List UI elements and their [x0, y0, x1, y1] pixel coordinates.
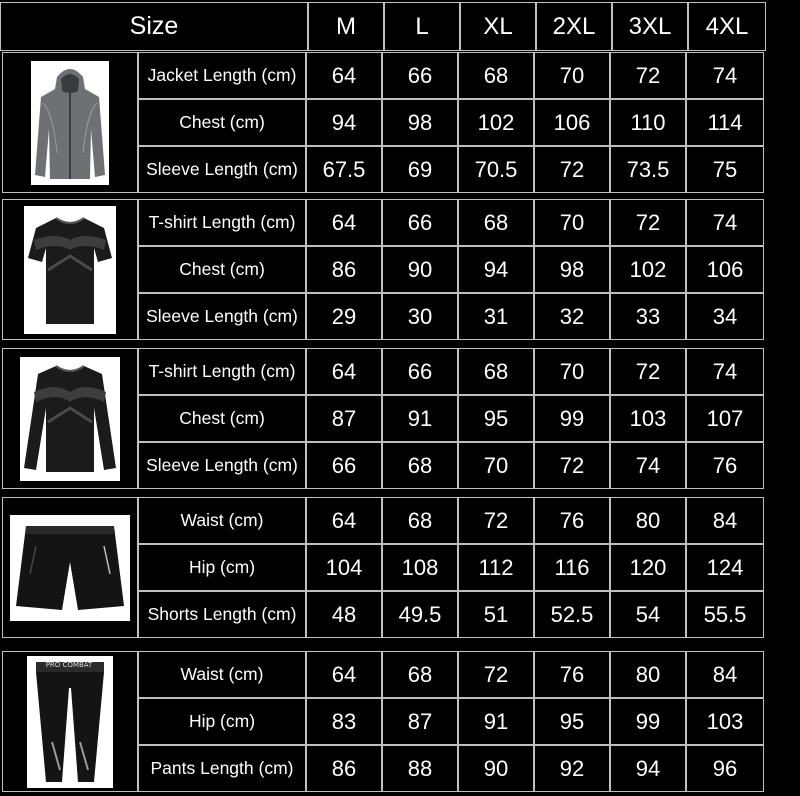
size-header-m: M [308, 2, 384, 51]
measurement-label: T-shirt Length (cm) [138, 348, 306, 395]
measurement-value-2xl: 76 [534, 651, 610, 698]
measurement-value-xl: 90 [458, 745, 534, 792]
measurement-value-3xl: 74 [610, 442, 686, 489]
compression-pants-icon [27, 656, 113, 788]
measurement-value-l: 66 [382, 348, 458, 395]
shorts-image-cell [2, 497, 138, 638]
measurement-value-xl: 95 [458, 395, 534, 442]
jacket-row-2 [138, 99, 764, 146]
jacket-rows [138, 52, 764, 193]
measurement-value-xl: 72 [458, 497, 534, 544]
measurement-value-2xl: 72 [534, 146, 610, 193]
measurement-value-3xl: 99 [610, 698, 686, 745]
pants-rows [138, 651, 764, 792]
measurement-value-xl: 102 [458, 99, 534, 146]
pants-row-1 [138, 651, 764, 698]
measurement-value-2xl: 70 [534, 199, 610, 246]
short-sleeve-row-3 [138, 293, 764, 340]
short-sleeve-rows [138, 199, 764, 340]
measurement-value-3xl: 120 [610, 544, 686, 591]
measurement-value-m: 64 [306, 651, 382, 698]
measurement-value-m: 87 [306, 395, 382, 442]
measurement-value-m: 94 [306, 99, 382, 146]
measurement-value-4xl: 103 [686, 698, 764, 745]
long-sleeve-tshirt-icon [20, 357, 120, 481]
long-sleeve-row-3 [138, 442, 764, 489]
measurement-value-xl: 31 [458, 293, 534, 340]
measurement-value-4xl: 114 [686, 99, 764, 146]
measurement-label: Hip (cm) [138, 698, 306, 745]
measurement-value-4xl: 55.5 [686, 591, 764, 638]
measurement-value-3xl: 94 [610, 745, 686, 792]
measurement-value-3xl: 72 [610, 348, 686, 395]
measurement-label: Chest (cm) [138, 246, 306, 293]
measurement-value-xl: 68 [458, 348, 534, 395]
measurement-value-3xl: 80 [610, 497, 686, 544]
size-header-xl: XL [460, 2, 536, 51]
measurement-value-xl: 94 [458, 246, 534, 293]
measurement-label: Jacket Length (cm) [138, 52, 306, 99]
measurement-label: Sleeve Length (cm) [138, 293, 306, 340]
measurement-label: Waist (cm) [138, 497, 306, 544]
measurement-value-l: 68 [382, 651, 458, 698]
measurement-value-4xl: 96 [686, 745, 764, 792]
shorts-icon [10, 515, 130, 621]
measurement-value-2xl: 116 [534, 544, 610, 591]
measurement-value-l: 68 [382, 497, 458, 544]
measurement-label: Chest (cm) [138, 395, 306, 442]
measurement-value-m: 66 [306, 442, 382, 489]
size-header-label: Size [0, 2, 308, 51]
measurement-value-3xl: 33 [610, 293, 686, 340]
measurement-value-m: 64 [306, 497, 382, 544]
measurement-value-m: 67.5 [306, 146, 382, 193]
measurement-value-m: 86 [306, 246, 382, 293]
measurement-value-2xl: 106 [534, 99, 610, 146]
measurement-value-l: 98 [382, 99, 458, 146]
measurement-value-m: 48 [306, 591, 382, 638]
measurement-value-4xl: 84 [686, 497, 764, 544]
measurement-value-4xl: 76 [686, 442, 764, 489]
measurement-label: Shorts Length (cm) [138, 591, 306, 638]
measurement-value-3xl: 72 [610, 52, 686, 99]
measurement-value-xl: 91 [458, 698, 534, 745]
measurement-value-3xl: 54 [610, 591, 686, 638]
measurement-value-4xl: 124 [686, 544, 764, 591]
pants-row-3 [138, 745, 764, 792]
measurement-value-3xl: 102 [610, 246, 686, 293]
measurement-value-l: 69 [382, 146, 458, 193]
measurement-label: Sleeve Length (cm) [138, 442, 306, 489]
measurement-label: Waist (cm) [138, 651, 306, 698]
measurement-value-l: 87 [382, 698, 458, 745]
measurement-value-2xl: 98 [534, 246, 610, 293]
measurement-value-4xl: 74 [686, 52, 764, 99]
measurement-value-xl: 70 [458, 442, 534, 489]
measurement-value-3xl: 103 [610, 395, 686, 442]
measurement-value-2xl: 95 [534, 698, 610, 745]
long-sleeve-row-2 [138, 395, 764, 442]
measurement-value-m: 64 [306, 52, 382, 99]
long-sleeve-rows [138, 348, 764, 489]
size-header-2xl: 2XL [536, 2, 612, 51]
jacket-image-cell [2, 52, 138, 193]
measurement-value-m: 29 [306, 293, 382, 340]
measurement-label: Pants Length (cm) [138, 745, 306, 792]
measurement-label: Chest (cm) [138, 99, 306, 146]
measurement-value-3xl: 72 [610, 199, 686, 246]
short-sleeve-row-2 [138, 246, 764, 293]
measurement-value-2xl: 32 [534, 293, 610, 340]
measurement-value-2xl: 92 [534, 745, 610, 792]
measurement-value-l: 88 [382, 745, 458, 792]
measurement-value-4xl: 84 [686, 651, 764, 698]
shorts-row-3 [138, 591, 764, 638]
measurement-value-2xl: 52.5 [534, 591, 610, 638]
measurement-value-l: 66 [382, 52, 458, 99]
measurement-value-xl: 51 [458, 591, 534, 638]
measurement-value-4xl: 75 [686, 146, 764, 193]
measurement-value-m: 86 [306, 745, 382, 792]
long-sleeve-section [0, 348, 800, 489]
measurement-value-3xl: 110 [610, 99, 686, 146]
measurement-value-3xl: 73.5 [610, 146, 686, 193]
jacket-row-3 [138, 146, 764, 193]
size-header-l: L [384, 2, 460, 51]
measurement-value-l: 66 [382, 199, 458, 246]
long-sleeve-row-1 [138, 348, 764, 395]
size-header-row [0, 2, 800, 51]
measurement-value-4xl: 106 [686, 246, 764, 293]
shorts-row-1 [138, 497, 764, 544]
measurement-value-xl: 68 [458, 199, 534, 246]
measurement-value-l: 108 [382, 544, 458, 591]
measurement-value-2xl: 70 [534, 52, 610, 99]
short-sleeve-image-cell [2, 199, 138, 340]
measurement-value-xl: 72 [458, 651, 534, 698]
measurement-value-m: 64 [306, 348, 382, 395]
measurement-value-2xl: 70 [534, 348, 610, 395]
long-sleeve-image-cell [2, 348, 138, 489]
shorts-section [0, 497, 800, 638]
measurement-value-4xl: 74 [686, 199, 764, 246]
pants-section [0, 651, 800, 792]
shorts-rows [138, 497, 764, 638]
measurement-value-l: 68 [382, 442, 458, 489]
pants-image-cell [2, 651, 138, 792]
measurement-value-m: 104 [306, 544, 382, 591]
measurement-value-xl: 68 [458, 52, 534, 99]
short-sleeve-tshirt-icon [24, 206, 116, 334]
measurement-label: Sleeve Length (cm) [138, 146, 306, 193]
waistband-text: PRO COMBAT [45, 660, 93, 669]
shorts-row-2 [138, 544, 764, 591]
size-header-4xl: 4XL [688, 2, 766, 51]
measurement-value-3xl: 80 [610, 651, 686, 698]
measurement-value-2xl: 76 [534, 497, 610, 544]
measurement-label: Hip (cm) [138, 544, 306, 591]
measurement-value-xl: 112 [458, 544, 534, 591]
measurement-value-l: 49.5 [382, 591, 458, 638]
pants-row-2 [138, 698, 764, 745]
measurement-value-4xl: 34 [686, 293, 764, 340]
measurement-value-2xl: 99 [534, 395, 610, 442]
measurement-value-2xl: 72 [534, 442, 610, 489]
short-sleeve-section [0, 199, 800, 340]
measurement-label: T-shirt Length (cm) [138, 199, 306, 246]
short-sleeve-row-1 [138, 199, 764, 246]
jacket-row-1 [138, 52, 764, 99]
measurement-value-l: 91 [382, 395, 458, 442]
measurement-value-4xl: 74 [686, 348, 764, 395]
measurement-value-xl: 70.5 [458, 146, 534, 193]
size-header-3xl: 3XL [612, 2, 688, 51]
measurement-value-l: 30 [382, 293, 458, 340]
measurement-value-l: 90 [382, 246, 458, 293]
measurement-value-m: 64 [306, 199, 382, 246]
jacket-section [0, 52, 800, 193]
measurement-value-4xl: 107 [686, 395, 764, 442]
measurement-value-m: 83 [306, 698, 382, 745]
hooded-jacket-icon [31, 61, 109, 185]
